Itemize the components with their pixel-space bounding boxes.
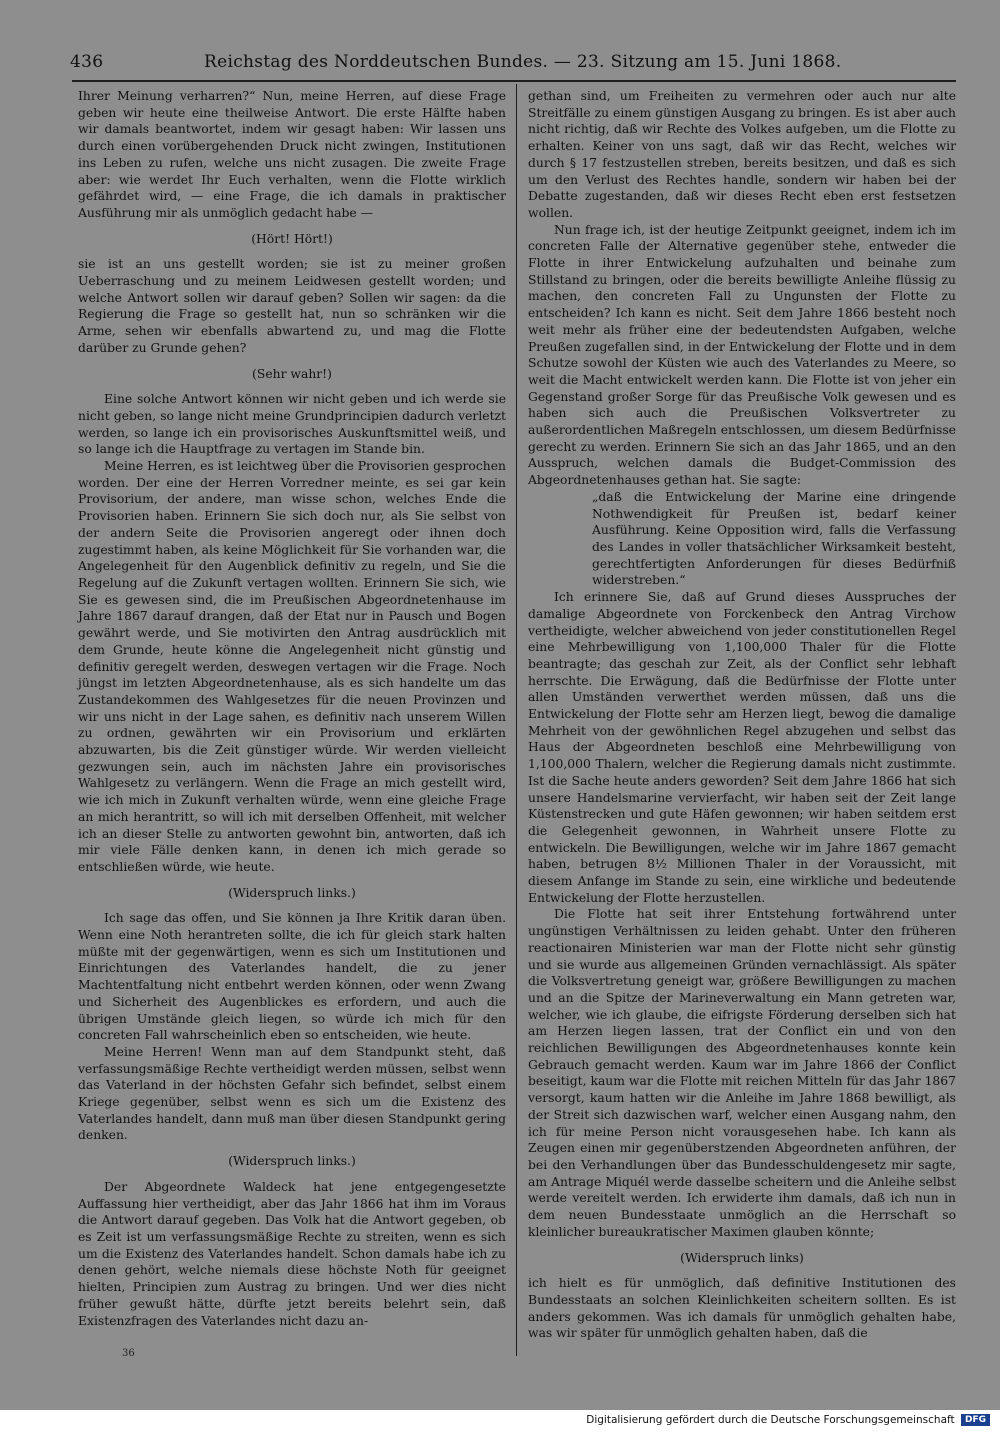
left-column (78, 88, 506, 1329)
paragraph: Nun frage ich, ist der heutige Zeitpunkt geeignet, indem ich im concreten Falle der Alternative gegenüber stehe, entweder die Flotte in ihrer Entwickelung aufzuhalten und beinahe zum Stillstand zu bringen, oder die bereits bewilligte Anleihe flüssig zu machen, den concreten Fall zu Ungunsten der Flotte zu entscheiden? Ich kann es nicht. Seit dem Jahre 1866 besteht noch weit mehr als früher eine der bedeutendsten Aufgaben, welche Preußen zugefallen sind, in der Entwickelung der Flotte und in dem Schutze sowohl der Küsten wie auch des Vaterlandes zu Meere, so weit die Macht entwickelt werden kann. Die Flotte ist von jeher ein Gegenstand großer Sorge für das Preußische Volk gewesen und es haben sich auch die Preußischen Volksvertreter zu außerordentlichen Maßregeln entschlossen, um diesem Bedürfnisse gerecht zu werden. Erinnern Sie sich an das Jahr 1865, und an den Ausspruch, welchen damals die Budget-Commission des Abgeordnetenhauses gethan hat. Sie sagte: (528, 222, 956, 488)
paragraph: Ich erinnere Sie, daß auf Grund dieses Ausspruches der damalige Abgeordnete von Forckenbeck den Antrag Virchow vertheidigte, welcher abweichend von jeder constitutionellen Regel eine Mehrbewilligung von 1,100,000 Thaler für die Flotte beantragte; das geschah zur Zeit, als der Conflict sehr lebhaft herrschte. Die Erwägung, daß die Bedürfnisse der Flotte unter allen Umständen verwerthet werden müssen, daß uns die Entwickelung der Flotte sehr am Herzen liegt, bewog die damalige Mehrheit von der gewöhnlichen Regel abzugehen und selbst das Haus der Abgeordneten beschloß eine Mehrbewilligung von 1,100,000 Thalern, welcher die Regierung damals nicht zustimmte. Ist die Sache heute anders geworden? Seit dem Jahre 1866 hat sich unsere Handelsmarine vervierfacht, wir haben seit der Zeit lange Küstenstrecken und gute Häfen gewonnen; wir haben seitdem erst die Gelegenheit gewonnen, in Wahrheit unsere Flotte zu entwickeln. Die Bewilligungen, welche wir im Jahre 1867 gemacht haben, betrugen 8½ Millionen Thaler in der Voraussicht, mit diesem Anfange im Stande zu sein, eine wirkliche und bedeutende Entwickelung der Flotte herzustellen. (528, 590, 956, 905)
right-column (528, 88, 956, 1342)
interjection: (Sehr wahr!) (252, 366, 332, 381)
running-title: Reichstag des Norddeutschen Bundes. — 23. Sitzung am 15. Juni 1868. (204, 52, 842, 72)
paragraph: Ihrer Meinung verharren?“ Nun, meine Herren, auf diese Frage geben wir heute eine theilweise Antwort. Die erste Hälfte haben wir damals beantwortet, indem wir gesagt haben: Wir lassen uns durch einen vorübergehenden Druck nicht zwingen, Institutionen ins Leben zu rufen, welche uns nicht zusagen. Die zweite Frage aber: wie werdet Ihr Euch verhalten, wenn die Flotte wirklich gefährdet wird, — eine Frage, die ich damals in praktischer Ausführung mir als unmöglich gedacht habe — (78, 89, 506, 220)
paragraph: Ich sage das offen, und Sie können ja Ihre Kritik daran üben. Wenn eine Noth herantreten sollte, die ich für gleich stark halten müßte mit der gegenwärtigen, wenn es sich um Institutionen und Einrichtungen des Vaterlandes handelt, die zu jener Machtentfaltung nicht entbehrt werden können, oder wenn Zwang und Sicherheit des Augenblickes es erfordern, und auch die übrigen Umstände gleich liegen, so würde ich mich für den concreten Fall wahrscheinlich eben so entscheiden, wie heute. (78, 911, 506, 1043)
dfg-logo: DFG (961, 1414, 990, 1426)
paragraph: Der Abgeordnete Waldeck hat jene entgegengesetzte Auffassung hier vertheidigt, aber das Jahr 1866 hat ihm im Voraus die Antwort darauf gegeben. Das Volk hat die Antwort gegeben, ob es Zeit ist um verfassungsmäßige Rechte zu streiten, wenn es sich um die Existenz des Vaterlandes handelt. Schon damals habe ich zu denen gehört, welche niemals diese höchste Noth für geeignet hielten, Principien zum Austrag zu bringen. Und wer dies nicht früher gewußt hätte, dürfte jetzt bereits belehrt sein, daß Existenzfragen des Vaterlandes nicht dazu an- (78, 1179, 506, 1328)
interjection: (Widerspruch links) (680, 1250, 804, 1265)
paragraph: Die Flotte hat seit ihrer Entstehung fortwährend unter ungünstigen Verhältnissen zu leiden gehabt. Unter den früheren reactionairen Ministerien war man der Flotte nicht sehr günstig und sie wurde aus allgemeinen Gründen vernachlässigt. Als später die Volksvertretung geneigt war, größere Bewilligungen zu machen und an die Spitze der Marineverwaltung ein Mann getreten war, welcher, wie ich glaube, die eifrigste Förderung derselben sich hat am Herzen liegen lassen, trat der Conflict ein und von den reichlichen Bewilligungen des Abgeordnetenhauses konnte kein Gebrauch gemacht werden. Kaum war im Jahre 1866 der Conflict beseitigt, kaum war die Flotte mit reichen Mitteln für das Jahr 1867 versorgt, kaum hatten wir die Anleihe im Jahre 1868 bewilligt, als der Streit sich dazwischen warf, welcher einen Ausgang nahm, den ich für meine Person nicht vorausgesehen habe. Ich kann als Zeugen einen mir gegenüberstzenden Abgeordneten anführen, der bei den Verhandlungen über das Bundesschuldengesetz mir sagte, am Antrage Miquél werde dasselbe scheitern und die Anleihe selbst werde vereitelt werden. Ich erwiderte ihm damals, daß ich nun in dem neuen Bundesstaate unmöglich an die Herrschaft so kleinlicher bureaukratischer Maximen glauben könnte; (528, 907, 956, 1239)
interjection: (Widerspruch links.) (228, 1154, 356, 1169)
paragraph: Meine Herren! Wenn man auf dem Standpunkt steht, daß verfassungsmäßige Rechte vertheidigt werden müssen, selbst wenn das Vaterland in der höchsten Gefahr sich befindet, selbst einem Kriege gegenüber, selbst wenn es sich um die Existenz des Vaterlandes handelt, dann muß man über diesen Standpunkt gering denken. (78, 1044, 506, 1143)
quotation: „daß die Entwickelung der Marine eine dringende Nothwendigkeit für Preußen ist, bedarf keiner Ausführung. Keine Opposition wird, falls die Verfassung des Landes in voller thatsächlicher Wirksamkeit besteht, gerechtfertigten Anforderungen für dieses Bedürfniß widerstreben.“ (592, 489, 956, 588)
page-number: 436 (70, 52, 104, 72)
page-footer (586, 1414, 990, 1426)
column-divider (516, 84, 517, 1356)
paragraph: Meine Herren, es ist leichtweg über die Provisorien gesprochen worden. Der eine der Herren Vorredner meinte, es sei gar kein Provisorium, der andere, man wisse schon, welches Ende die Provisorien haben. Erinnern Sie sich doch nur, als Sie selbst von der andern Seite die Provisorien angeregt oder ihnen doch zugestimmt haben, als keine Möglichkeit für Sie vorhanden war, die Angelegenheit für den Augenblick definitiv zu regeln, und Sie die Regelung auf die Zukunft vertagen wollten. Erinnern Sie sich, wie Sie es gewesen sind, die im Preußischen Abgeordnetenhause im Jahre 1867 darauf drangen, daß der Etat nur in Pausch und Bogen gewährt werde, und Sie motivirten den Antrag ausdrücklich mit dem Grunde, heute könne die Angelegenheit nicht günstig und definitiv geregelt werden, deswegen vertagen wir die Frage. Noch jüngst im letzten Abgeordnetenhause, als es sich handelte um das Zustandekommen des Wahlgesetzes für die neuen Provinzen und wir uns nicht in der Lage sahen, es definitiv nach unserem Willen zu ordnen, gewährten wir ein Provisorium und erklärten abzuwarten, bis die Zeit günstiger würde. Wir werden vielleicht gezwungen sein, auch im nächsten Jahre ein provisorisches Wahlgesetz zu verlängern. Wenn die Frage an mich gestellt wird, wie ich mich in Zukunft verhalten würde, wenn eine gleiche Frage an mich herantritt, so will ich mit derselben Offenheit, mit welcher ich an dieser Stelle zu antworten gewohnt bin, antworten, daß ich mir viele Fälle denken kann, in denen ich mich gerade so entschließen würde, wie heute. (78, 459, 506, 874)
interjection: (Widerspruch links.) (228, 885, 356, 900)
header-rule (72, 80, 956, 82)
paragraph: gethan sind, um Freiheiten zu vermehren oder auch nur alte Streitfälle zu einem günstigen Ausgang zu bringen. Es ist aber auch nicht richtig, daß wir Rechte des Volkes aufgeben, um die Flotte zu erhalten. Keiner von uns sagt, daß wir das Recht, welches wir durch § 17 festzustellen streben, bereits besitzen, und daß es sich um den Verlust des Rechtes handle, sondern wir haben bei der Debatte zugestanden, daß wir dieses Recht eben erst festsetzen wollen. (528, 89, 956, 220)
signature-mark: 36 (122, 1348, 135, 1359)
paragraph: sie ist an uns gestellt worden; sie ist zu meiner großen Ueberraschung und zu meinem Leidwesen gestellt worden; und welche Antwort sollen wir darauf geben? Sollen wir sagen: da die Regierung die Frage so gestellt hat, nun so schränken wir die Arme, sehen wir ebenfalls abwartend zu, und mag die Flotte darüber zu Grunde gehen? (78, 257, 506, 355)
paragraph: Eine solche Antwort können wir nicht geben und ich werde sie nicht geben, so lange nicht meine Grundprincipien dadurch verletzt werden, so lange ich ein provisorisches Auskunftsmittel weiß, und so lange ich die Hauptfrage zu vertagen im Stande bin. (78, 392, 506, 457)
footer-credit: Digitalisierung gefördert durch die Deutsche Forschungsgemeinschaft (586, 1414, 955, 1426)
page-header (70, 50, 950, 78)
interjection: (Hört! Hört!) (251, 231, 333, 246)
paragraph: ich hielt es für unmöglich, daß definitive Institutionen des Bundesstaats an solchen Kleinlichkeiten scheitern sollten. Es ist anders gekommen. Was ich damals für unmöglich gehalten habe, was wir später für unmöglich gehalten haben, daß die (528, 1276, 956, 1341)
